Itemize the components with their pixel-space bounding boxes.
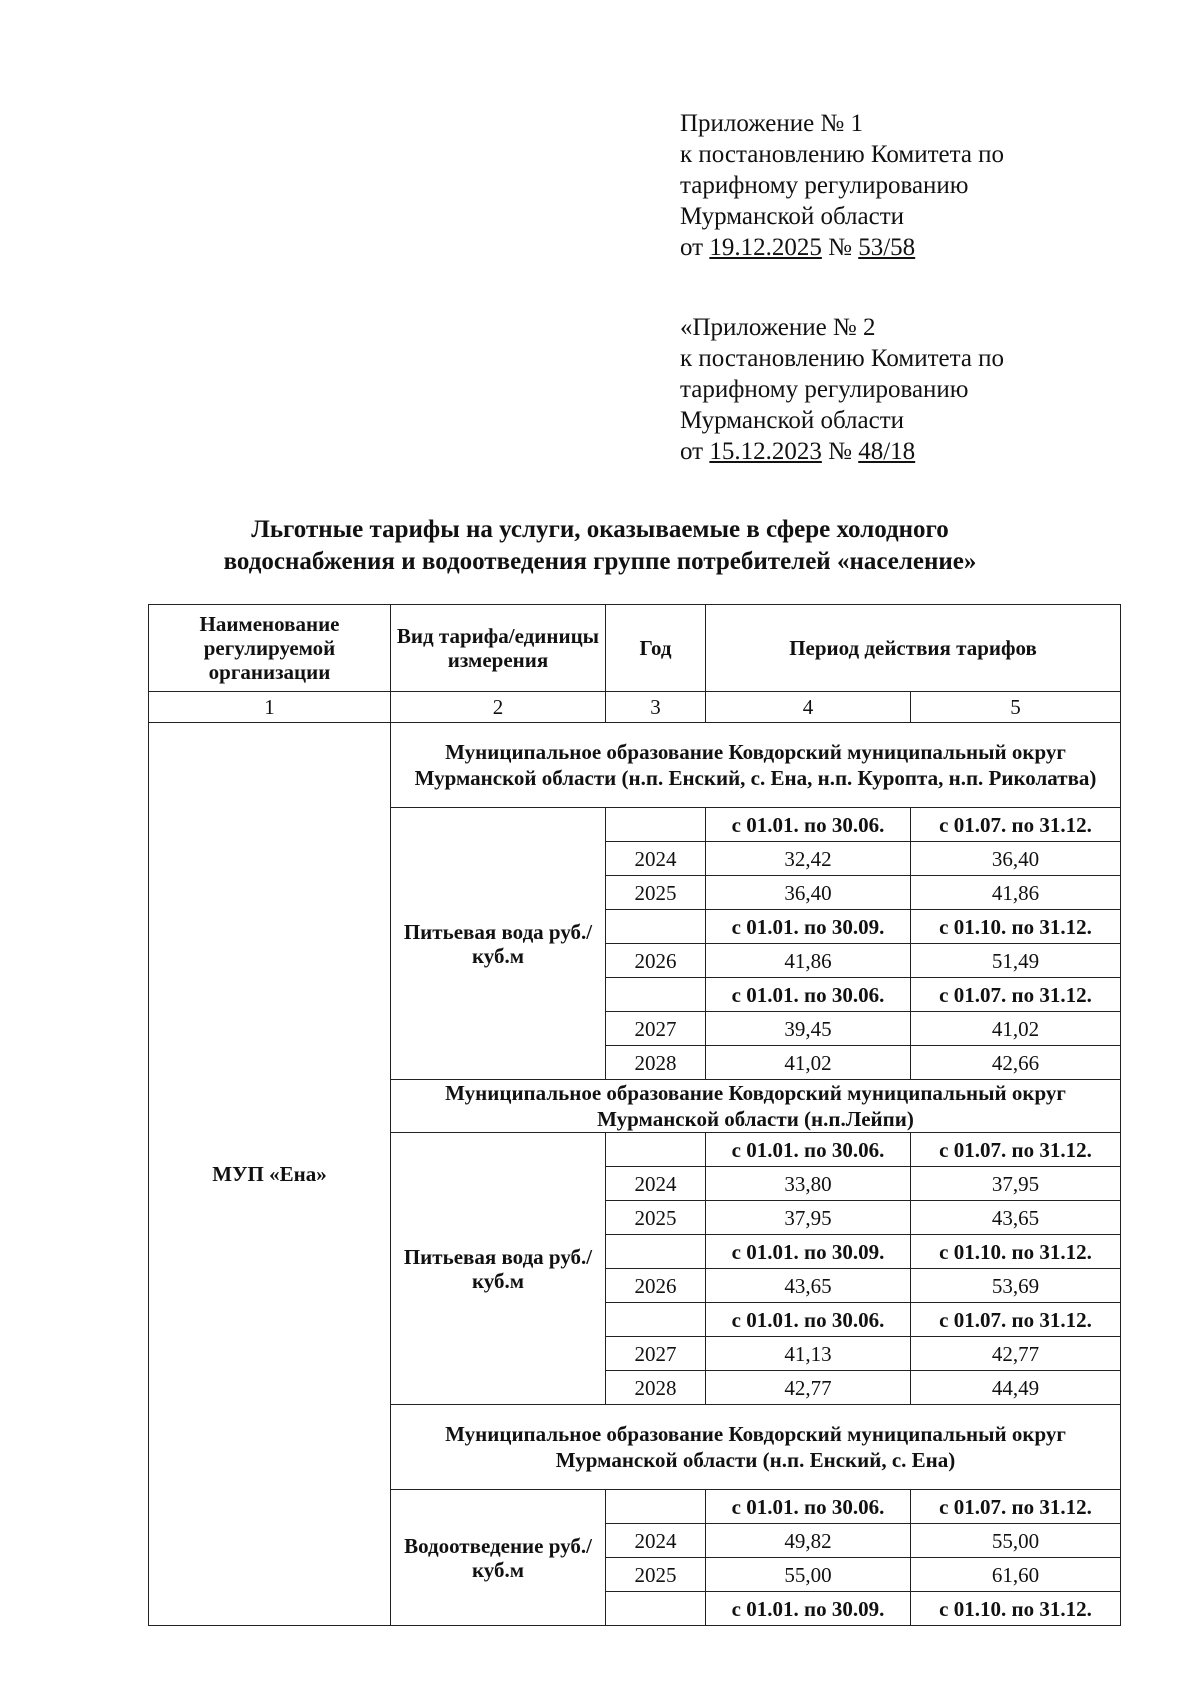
year-cell: 2025 — [606, 1558, 706, 1592]
document-title-line: Льготные тарифы на услуги, оказываемые в сфере холодного — [251, 516, 949, 543]
year-cell: 2024 — [606, 1524, 706, 1558]
period-1-cell: 37,95 — [706, 1201, 911, 1235]
appendix-2-line: Мурманской области — [680, 407, 905, 434]
header-period: Период действия тарифов — [706, 605, 1121, 692]
year-cell: 2026 — [606, 1269, 706, 1303]
period-2-cell: с 01.10. по 31.12. — [911, 1235, 1121, 1269]
document-title — [150, 514, 1050, 578]
period-2-cell: с 01.07. по 31.12. — [911, 1303, 1121, 1337]
period-1-cell: 55,00 — [706, 1558, 911, 1592]
appendix-2-date: 15.12.2023 — [709, 438, 822, 465]
column-number-row — [149, 692, 1121, 723]
period-1-cell: с 01.01. по 30.06. — [706, 1303, 911, 1337]
column-number: 3 — [606, 692, 706, 723]
service-type: Питьевая вода руб./куб.м — [391, 808, 606, 1080]
period-2-cell: 43,65 — [911, 1201, 1121, 1235]
column-number: 1 — [149, 692, 391, 723]
period-2-cell: 51,49 — [911, 944, 1121, 978]
period-2-cell: 55,00 — [911, 1524, 1121, 1558]
period-1-cell: с 01.01. по 30.06. — [706, 808, 911, 842]
period-1-cell: 41,86 — [706, 944, 911, 978]
year-cell: 2028 — [606, 1371, 706, 1405]
period-1-cell: 49,82 — [706, 1524, 911, 1558]
date-prefix: от — [680, 234, 710, 261]
period-2-cell: с 01.07. по 31.12. — [911, 978, 1121, 1012]
year-cell — [606, 910, 706, 944]
year-cell — [606, 1133, 706, 1167]
period-1-cell: с 01.01. по 30.06. — [706, 978, 911, 1012]
appendix-1-number: 53/58 — [858, 234, 916, 261]
section-title-row — [149, 723, 1121, 808]
period-1-cell: 41,13 — [706, 1337, 911, 1371]
period-1-cell: 41,02 — [706, 1046, 911, 1080]
appendix-2-title: «Приложение № 2 — [680, 314, 876, 341]
appendix-1-header — [680, 108, 1004, 263]
section-title: Муниципальное образование Ковдорский муниципальный округ Мурманской области (н.п.Лейпи) — [391, 1080, 1121, 1133]
year-cell — [606, 978, 706, 1012]
period-1-cell: 36,40 — [706, 876, 911, 910]
number-prefix: № — [821, 438, 859, 465]
number-prefix: № — [821, 234, 859, 261]
appendix-2-number: 48/18 — [858, 438, 916, 465]
appendix-2-line: тарифному регулированию — [680, 376, 969, 403]
appendix-1-line: Мурманской области — [680, 203, 905, 230]
period-2-cell: с 01.07. по 31.12. — [911, 1133, 1121, 1167]
appendix-1-title: Приложение № 1 — [680, 110, 864, 137]
period-2-cell: 42,66 — [911, 1046, 1121, 1080]
appendix-1-line: к постановлению Комитета по — [680, 141, 1005, 168]
period-2-cell: 36,40 — [911, 842, 1121, 876]
header-year: Год — [606, 605, 706, 692]
year-cell: 2025 — [606, 1201, 706, 1235]
period-1-cell: с 01.01. по 30.09. — [706, 1235, 911, 1269]
service-type: Водоотведение руб./куб.м — [391, 1490, 606, 1626]
period-1-cell: 42,77 — [706, 1371, 911, 1405]
year-cell — [606, 1303, 706, 1337]
service-type: Питьевая вода руб./куб.м — [391, 1133, 606, 1405]
header-type: Вид тарифа/единицы измерения — [391, 605, 606, 692]
year-cell: 2027 — [606, 1012, 706, 1046]
document-title-line: водоснабжения и водоотведения группе потребителей «население» — [223, 548, 977, 575]
period-2-cell: 53,69 — [911, 1269, 1121, 1303]
appendix-2-header — [680, 312, 1004, 467]
year-cell — [606, 1592, 706, 1626]
period-2-cell: 37,95 — [911, 1167, 1121, 1201]
year-cell: 2024 — [606, 1167, 706, 1201]
column-number: 4 — [706, 692, 911, 723]
appendix-1-date-line — [680, 232, 1004, 263]
period-2-cell: с 01.10. по 31.12. — [911, 1592, 1121, 1626]
period-2-cell: с 01.07. по 31.12. — [911, 1490, 1121, 1524]
year-cell: 2026 — [606, 944, 706, 978]
year-cell: 2025 — [606, 876, 706, 910]
period-1-cell: с 01.01. по 30.06. — [706, 1490, 911, 1524]
year-cell — [606, 1235, 706, 1269]
period-1-cell: 32,42 — [706, 842, 911, 876]
year-cell — [606, 1490, 706, 1524]
year-cell: 2028 — [606, 1046, 706, 1080]
period-2-cell: 44,49 — [911, 1371, 1121, 1405]
period-2-cell: с 01.07. по 31.12. — [911, 808, 1121, 842]
period-2-cell: 61,60 — [911, 1558, 1121, 1592]
tariff-table — [148, 604, 1121, 1626]
appendix-1-line: тарифному регулированию — [680, 172, 969, 199]
period-1-cell: с 01.01. по 30.06. — [706, 1133, 911, 1167]
section-title: Муниципальное образование Ковдорский муниципальный округ Мурманской области (н.п. Енский, с. Ена) — [391, 1405, 1121, 1490]
appendix-2-line: к постановлению Комитета по — [680, 345, 1005, 372]
period-2-cell: с 01.10. по 31.12. — [911, 910, 1121, 944]
period-1-cell: 39,45 — [706, 1012, 911, 1046]
table-header-row — [149, 605, 1121, 692]
header-org: Наименование регулируемой организации — [149, 605, 391, 692]
column-number: 5 — [911, 692, 1121, 723]
year-cell — [606, 808, 706, 842]
period-2-cell: 41,02 — [911, 1012, 1121, 1046]
year-cell: 2027 — [606, 1337, 706, 1371]
period-1-cell: с 01.01. по 30.09. — [706, 1592, 911, 1626]
period-1-cell: 43,65 — [706, 1269, 911, 1303]
year-cell: 2024 — [606, 842, 706, 876]
period-2-cell: 42,77 — [911, 1337, 1121, 1371]
period-1-cell: с 01.01. по 30.09. — [706, 910, 911, 944]
period-1-cell: 33,80 — [706, 1167, 911, 1201]
period-2-cell: 41,86 — [911, 876, 1121, 910]
organization-name: МУП «Ена» — [149, 723, 391, 1626]
section-title: Муниципальное образование Ковдорский муниципальный округ Мурманской области (н.п. Енский, с. Ена, н.п. Куропта, н.п. Риколатва) — [391, 723, 1121, 808]
appendix-2-date-line — [680, 436, 1004, 467]
column-number: 2 — [391, 692, 606, 723]
date-prefix: от — [680, 438, 710, 465]
appendix-1-date: 19.12.2025 — [709, 234, 822, 261]
